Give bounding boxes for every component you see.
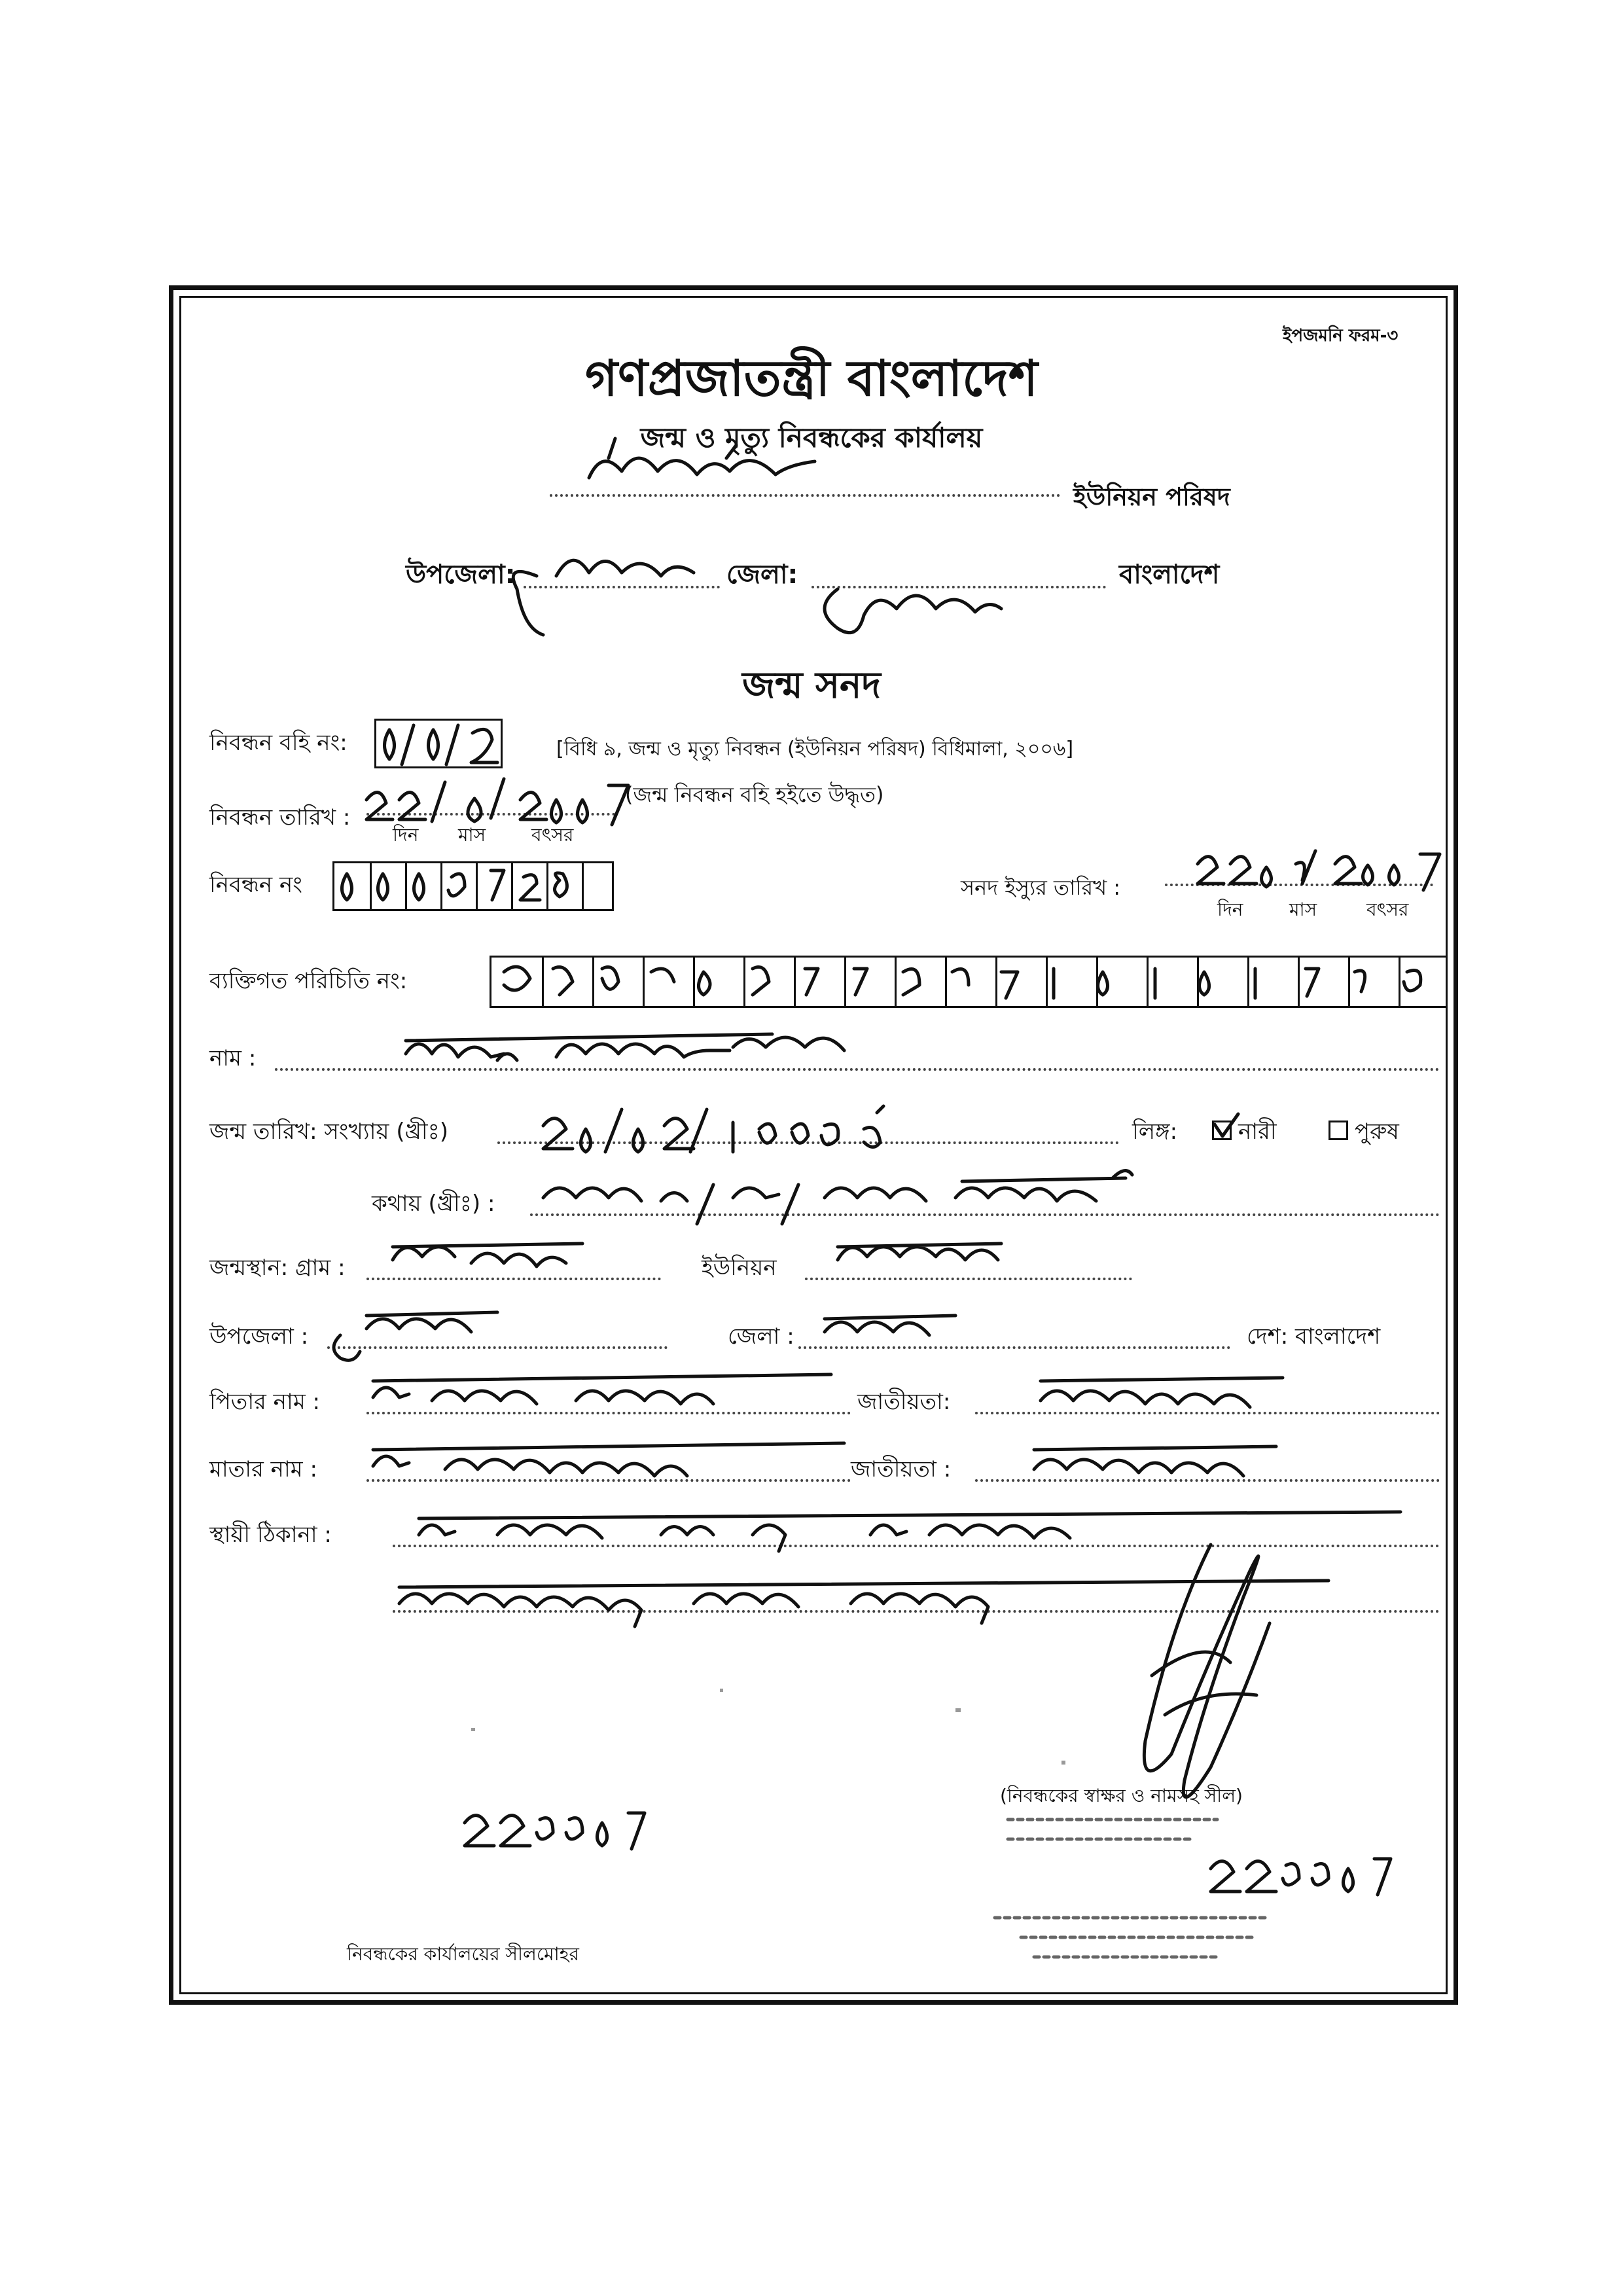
place-country: দেশ: বাংলাদেশ [1247,1323,1381,1350]
union-parishad-label: ইউনিয়ন পরিষদ [1073,482,1230,511]
registration-date-line [366,813,615,816]
dob-words-line [530,1213,1440,1216]
registrar-signature-label: (নিবন্ধকের স্বাক্ষর ও নামসহ সীল) [1000,1785,1243,1806]
reg-date-day: দিন [393,824,419,846]
mother-name-line [366,1479,851,1482]
office-seal-label: নিবন্ধকের কার্যালয়ের সীলমোহর [347,1943,579,1965]
country-label: বাংলাদেশ [1119,560,1220,590]
rule-reference: [বিধি ৯, জন্ম ও মৃত্যু নিবন্ধন (ইউনিয়ন পরিষদ) বিধিমালা, ২০০৬] [556,738,1074,761]
place-upazila-label: উপজেলা : [209,1323,309,1350]
upazila-label: উপজেলা: [406,560,516,590]
personal-id-label: ব্যক্তিগত পরিচিতি নং: [209,968,408,994]
permanent-address-label: স্থায়ী ঠিকানা : [209,1522,332,1548]
registration-no-box [332,861,614,911]
issue-date-year: বৎসর [1366,899,1409,920]
female-checkbox[interactable] [1212,1121,1232,1140]
issue-date-day: দিন [1217,899,1243,920]
address-line-1 [393,1545,1440,1547]
mother-nationality-label: জাতীয়তা : [851,1456,952,1482]
dob-numeric-label: জন্ম তারিখ: সংখ্যায় (খ্রীঃ) [209,1119,449,1145]
name-label: নাম : [209,1045,257,1071]
registration-date-label: নিবন্ধন তারিখ : [209,804,351,831]
country-title: গণপ্রজাতন্ত্রী বাংলাদেশ [585,349,1038,407]
birthplace-label: জন্মস্থান: গ্রাম : [209,1255,346,1281]
dob-words-label: কথায় (খ্রীঃ) : [372,1191,495,1217]
registration-book-label: নিবন্ধন বহি নং: [209,730,348,756]
mother-nationality-line [975,1479,1440,1482]
place-upazila-line [327,1346,668,1349]
village-line [366,1278,661,1280]
certificate-title: জন্ম সনদ [742,664,881,707]
issue-date-line [1165,884,1433,886]
gender-label: লিঙ্গ: [1132,1119,1178,1145]
union-name-line [550,494,1060,497]
father-nationality-label: জাতীয়তা: [857,1389,951,1415]
place-district-line [798,1346,1230,1349]
male-checkbox[interactable] [1329,1121,1348,1140]
name-line [275,1068,1440,1071]
union-label: ইউনিয়ন [702,1255,777,1281]
dob-numeric-line [497,1141,1119,1144]
district-label: জেলা: [726,560,798,590]
extract-note: (জন্ম নিবন্ধন বহি হইতে উদ্ধৃত) [625,782,884,807]
reg-date-year: বৎসর [531,824,574,846]
father-name-line [366,1412,851,1414]
district-line [812,586,1106,588]
address-line-2 [393,1610,1440,1613]
father-name-label: পিতার নাম : [209,1389,320,1415]
inner-border [179,296,1448,1994]
registration-no-label: নিবন্ধন নং [209,872,302,898]
mother-name-label: মাতার নাম : [209,1456,317,1482]
issue-date-month: মাস [1289,899,1317,920]
office-title: জন্ম ও মৃত্যু নিবন্ধকের কার্যালয় [640,422,983,454]
form-code: ইপজমনি ফরম-৩ [1283,326,1399,346]
personal-id-box [490,956,1448,1008]
registration-book-box [374,719,503,768]
upazila-line [524,586,720,588]
issue-date-label: সনদ ইস্যুর তারিখ : [961,875,1121,900]
female-option-label: নারী [1238,1119,1277,1145]
father-nationality-line [975,1412,1440,1414]
place-district-label: জেলা : [728,1323,794,1350]
union-line [805,1278,1132,1280]
male-option-label: পুরুষ [1355,1119,1399,1145]
reg-date-month: মাস [458,824,486,846]
